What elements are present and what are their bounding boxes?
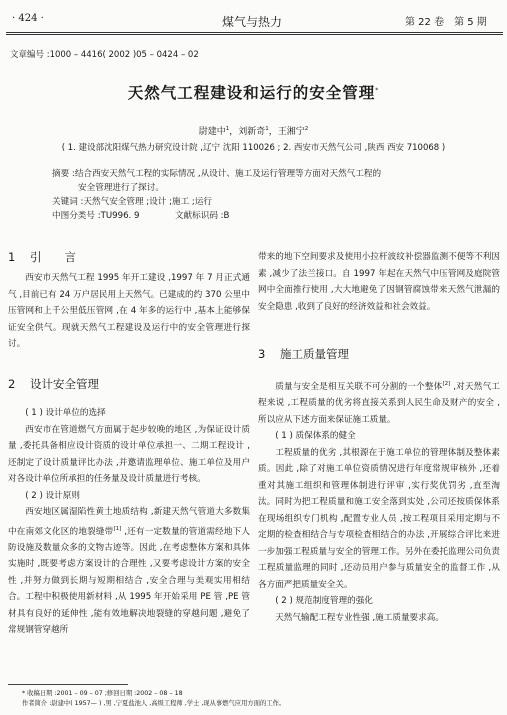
section-1-heading	[8, 249, 76, 265]
section-3-heading	[258, 346, 349, 362]
text-run: ,还有一定数量的管道需经地下人防设施及数量众多的文物古迹等。因此 ,在考虑整体方案和具体实施时 ,既要考虑方案设计的合理性 ,又要考虑设计方案的安全性 ,并努力做到长期与短期相结合 ,安全合理与美观实用相结合。工程中积极使用新材料 ,从 1995 年开始采用 PE 管 ,PE 管材具有良好的延伸性 ,能有效地解决地裂缝的穿越问题 ,避免了常规钢管穿越所	[8, 526, 250, 636]
paragraph-design-principles	[8, 504, 250, 639]
section-2-heading	[8, 376, 99, 392]
document-code: 文献标识码 :B	[174, 211, 230, 221]
right-continued	[258, 249, 500, 315]
affiliation: ( 1. 建设部沈阳煤气热力研究设计院 ,辽宁 沈阳 110026 ; 2. 西安市天然气公司 ,陕西 西安 710068 )	[61, 143, 446, 153]
page-number: · 424 ·	[12, 13, 44, 24]
citation-1: [1]	[113, 525, 122, 532]
author-3: ，王湘宁	[268, 127, 305, 137]
section-3-body	[258, 376, 500, 626]
paragraph: 西安市天然气工程 1995 年开工建设 ,1997 年 7 月正式通气 ,目前已有 24 万户居民用上天然气。已建成的约 370 公里中压管网和上千公里低压管网 ,在 4 年多的运行中 ,基本上能够保证安全供气。现就天然气工程建设及运行中的安全管理进行探讨。	[8, 273, 250, 349]
abstract-block	[52, 167, 460, 223]
header-rule-2	[6, 34, 503, 35]
section-1-number: 1	[8, 250, 16, 264]
paragraph: 工程质量的优劣 ,其根源在于施工单位的管理体制及整体素质。因此 ,除了对施工单位资质情况进行年度常规审核外 ,还着重对其施工组织和管理体制进行评审 ,实行奖优罚劣 ,直至淘汰。同时为把工程质量和施工安全落到实处 ,公司还按质保体系在现场组织专门机构 ,配置专业人员 ,按工程项目采用定期与不定期的检查相结合与专项检查相结合的办法 ,开展综合评比来进一步加强工程质量与安全的管理工作。另外在委托监理公司负责工程质量监理的同时 ,还动员用户参与质量安全的监督工作 ,从各方面严把质量安全关。	[258, 447, 500, 590]
footnote-received: * 收稿日期 :2001 – 09 – 07 ;修回日期 :2002 – 08 – 18	[22, 690, 183, 697]
author-2: ，刘新奇	[229, 127, 266, 137]
author-3-affil: 2	[304, 126, 309, 132]
classification-row	[52, 209, 460, 223]
section-1-title: 引 言	[30, 250, 76, 264]
subsection-3-2: ( 2 ) 规范制度管理的强化	[275, 596, 373, 607]
section-2-number: 2	[8, 377, 16, 391]
footnote-author-bio: 作者简介 :尉建中( 1957— ) ,男 ,宁夏盐池人 ,高级工程师 ,学士 ,现从事燃气应用方面的工作。	[22, 700, 286, 707]
header-rule	[6, 32, 503, 33]
author-list	[0, 124, 507, 137]
article-number: 文章编号 :1000 – 4416( 2002 )05 – 0424 – 02	[10, 50, 199, 60]
text-run: 西安地区属湿陷性黄土地质结构 ,新建天然气管道大多数集中在南郊文化区的地裂缝带	[8, 507, 250, 537]
intro-paragraph	[8, 270, 250, 353]
abstract-line-2: 安全管理进行了探讨。	[78, 183, 164, 193]
paragraph: 天然气输配工程专业性强 ,施工质量要求高。	[275, 612, 444, 623]
paragraph: 西安市在管道燃气方面属于起步较晚的地区 ,为保证设计质量 ,委托具备相应设计资质的设计单位承担一、二期工程设计 ,还制定了设计质量评比办法 ,并邀请监理单位、施工单位及用户对各设计单位所承担的任务量及设计质量进行考核。	[8, 424, 250, 484]
citation-2: [2]	[442, 381, 451, 387]
author-1-affil: 1	[225, 126, 230, 132]
paper-title	[0, 81, 507, 103]
footnote-rule	[8, 684, 128, 685]
keywords: 关键词 :天然气安全管理 ;设计 ;施工 ;运行	[52, 197, 213, 207]
author-1: 尉建中	[198, 127, 226, 137]
journal-name: 煤气与热力	[222, 15, 283, 29]
section-3-title: 施工质量管理	[280, 347, 349, 361]
section-2-title: 设计安全管理	[30, 377, 99, 391]
abstract-line-1: 摘要 :结合西安天然气工程的实际情况 ,从设计、施工及运行管理等方面对天然气工程的	[52, 169, 382, 179]
issue-info: 第 22 卷 第 5 期	[405, 17, 487, 28]
clc-number: 中图分类号 :TU996. 9	[52, 211, 140, 221]
text-run: ,对天然气工程来说 ,工程质量的优劣将直接关系到人民生命及财产的安全 ,所以应从下述方面来保证施工质量。	[258, 381, 500, 425]
title-footnote-mark: *	[375, 86, 380, 94]
section-2-body	[8, 405, 250, 639]
text-run: 质量与安全是相互关联不可分割的一个整体	[275, 381, 443, 392]
paragraph-continued: 带来的地下空间要求及使用小拉杆波纹补偿器监测不便等不利因素 ,减少了法兰接口。自 1997 年起在天然气中压管网及庭院管网中全面推行使用 ,大大地避免了因钢管腐蚀带来天然气泄漏的安全隐患 ,收到了良好的经济效益和社会效益。	[258, 252, 500, 312]
subsection-2-1: ( 1 ) 设计单位的选择	[25, 408, 106, 418]
paragraph-quality	[258, 376, 500, 428]
subsection-3-1: ( 1 ) 质保体系的健全	[275, 431, 356, 442]
title-text: 天然气工程建设和运行的安全管理	[127, 84, 376, 102]
author-2-affil: 1	[265, 126, 269, 132]
subsection-2-2: ( 2 ) 设计原则	[25, 490, 80, 501]
section-3-number: 3	[258, 347, 266, 361]
